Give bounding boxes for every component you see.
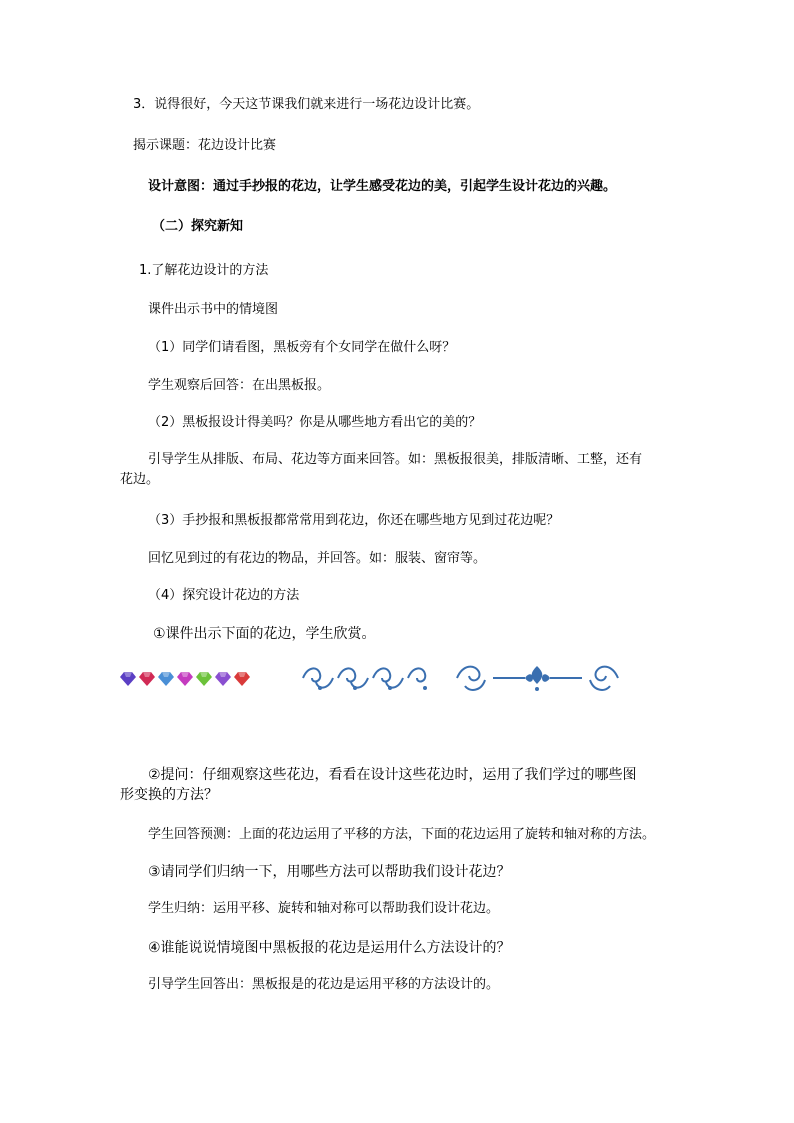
gem-icon	[196, 672, 212, 686]
summary: 学生归纳：运用平移、旋转和轴对称可以帮助我们设计花边。	[148, 901, 500, 916]
para-courseware: 课件出示书中的情境图	[148, 302, 279, 317]
step-4: ④谁能说说情境图中黑板报的花边是运用什么方法设计的？	[148, 940, 511, 956]
question-1: （1）同学们请看图，黑板旁有个女同学在做什么呀？	[148, 340, 456, 355]
gem-icon	[120, 672, 136, 686]
topic-reveal: 揭示课题：花边设计比赛	[133, 138, 277, 153]
guide-answer: 引导学生回答出：黑板报是的花边是运用平移的方法设计的。	[148, 977, 500, 992]
gem-icon	[139, 672, 155, 686]
gem-border	[120, 672, 253, 690]
question-2: （2）黑板报设计得美吗？你是从哪些地方看出它的美的？	[148, 415, 482, 430]
gem-icon	[234, 672, 250, 686]
gem-icon	[215, 672, 231, 686]
gem-icon	[158, 672, 174, 686]
answer-1: 学生观察后回答：在出黑板报。	[148, 378, 331, 393]
answer-3: 回忆见到过的有花边的物品，并回答。如：服装、窗帘等。	[148, 551, 487, 566]
design-intent: 设计意图：通过手抄报的花边，让学生感受花边的美，引起学生设计花边的兴趣。	[148, 179, 617, 194]
swirl-border-symmetry	[455, 658, 620, 698]
section-heading: （二）探究新知	[152, 219, 244, 234]
swirl-border-translation	[298, 658, 438, 698]
question-3: （3）手抄报和黑板报都常常用到花边，你还在哪些地方见到过花边呢？	[148, 513, 560, 528]
step-3: ③请同学们归纳一下，用哪些方法可以帮助我们设计花边？	[148, 864, 511, 880]
question-4: （4）探究设计花边的方法	[148, 588, 300, 603]
guide-paragraph: 引导学生从排版、布局、花边等方面来回答。如：黑板报很美，排版清晰、工整，还有花边。	[120, 452, 643, 487]
prediction: 学生回答预测：上面的花边运用了平移的方法，下面的花边运用了旋转和轴对称的方法。	[148, 827, 656, 842]
step-2: ②提问：仔细观察这些花边，看看在设计这些花边时，运用了我们学过的哪些图形变换的方法？	[120, 767, 637, 803]
gem-icon	[177, 672, 193, 686]
step-1: ①课件出示下面的花边，学生欣赏。	[153, 626, 376, 642]
para-3: 3．说得很好，今天这节课我们就来进行一场花边设计比赛。	[133, 97, 480, 112]
subheading-1: 1.了解花边设计的方法	[139, 263, 269, 278]
border-pattern-examples	[120, 658, 620, 698]
